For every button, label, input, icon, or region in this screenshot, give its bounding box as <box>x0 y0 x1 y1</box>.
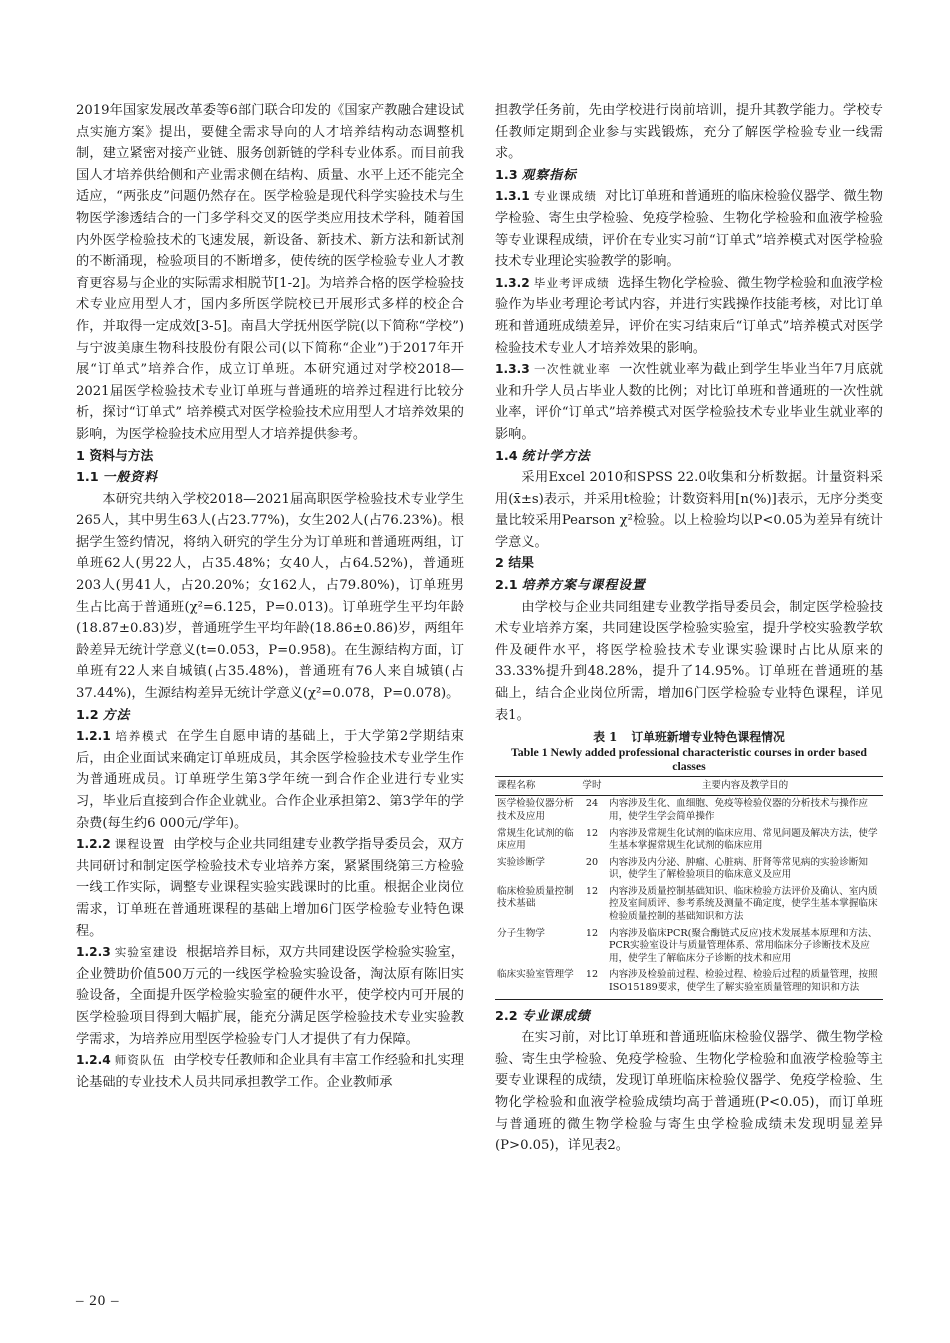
section-1-1-paragraph: 本研究共纳入学校2018—2021届高职医学检验技术专业学生265人，其中男生63人(占23.77%)，女生202人(占76.23%)。根据学生签约情况，将纳入研究的学生分为订单班和普通班两组，订单班62人(男22人，占35.48%；女40人，占64.52%)，普通班203人(男41人，占20.20%；女162人，占79.80%)，订单班男生占比高于普通班(χ²=6.125，P=0.013)。订单班学生平均年龄(18.87±0.83)岁，普通班学生平均年龄(18.86±0.86)岁，两组年龄差异无统计学意义(t=0.053，P=0.958)。在生源结构方面，订单班有22人来自城镇(占35.48%)，普通班有76人来自城镇(占37.44%)，生源结构差异无统计学意义(χ²=0.078，P=0.078)。 <box>76 491 464 702</box>
cell-content: 内容涉及生化、血细胞、免疫等检验仪器的分析技术与操作应用，使学生学会简单操作 <box>609 798 869 822</box>
cell-hours: 12 <box>585 927 599 939</box>
subsection-number: 1.2.2 <box>76 837 111 852</box>
section-number: 2.1 <box>495 578 518 594</box>
table-row <box>495 967 883 999</box>
subsection-number: 1.3.1 <box>495 189 530 204</box>
subsection-text: 对比订单班和普通班的临床检验仪器学、微生物学检验、寄生虫学检验、免疫学检验、生物化学检验和血液学检验等专业课程成绩，评价在专业实习前“订单式”培养模式对医学检验技术专业理论实验教学的影响。 <box>495 189 883 270</box>
subsection-text: 选择生物化学检验、微生物学检验和血液学检验作为毕业考理论考试内容，并进行实践操作技能考核，对比订单班和普通班成绩差异，评价在实习结束后“订单式”培养模式对医学检验技术专业人才培养效果的影响。 <box>495 275 883 356</box>
section-number: 1.4 <box>495 448 518 464</box>
subsection-text: 一次性就业率为截止到学生毕业当年7月底就业和升学人员占毕业人数的比例；对比订单班和普通班的一次性就业率，评价“订单式”培养模式对医学检验技术专业毕业生就业率的影响。 <box>495 362 883 442</box>
section-1-2-4-paragraph <box>76 1050 464 1093</box>
column-header-content: 主要内容及教学目的 <box>607 776 883 796</box>
section-number: 1.3 <box>495 167 518 183</box>
subsection-number: 1.2.1 <box>76 729 111 744</box>
section-2-1-heading <box>495 575 883 597</box>
section-number: 1.2 <box>76 707 99 723</box>
cell-course: 分子生物学 <box>497 927 545 939</box>
section-2-2-paragraph: 在实习前，对比订单班和普通班临床检验仪器学、微生物学检验、寄生虫学检验、免疫学检验、生物化学检验和血液学检验等主要专业课程的成绩，发现订单班临床检验仪器学、免疫学检验、生物化学检验和血液学检验成绩均高于普通班(P<0.05)，而订单班与普通班的微生物学检验与寄生虫学检验成绩未发现明显差异(P>0.05)，详见表2。 <box>495 1030 883 1154</box>
section-1-4-paragraph: 采用Excel 2010和SPSS 22.0收集和分析数据。计量资料采用(x̄±s)表示，并采用t检验；计数资料用[n(%)]表示，无序分类变量比较采用Pearson χ²检验。以上检验均以P<0.05为差异有统计学意义。 <box>495 470 883 550</box>
continued-paragraph: 担教学任务前，先由学校进行岗前培训，提升其教学能力。学校专任教师定期到企业参与实践锻炼，充分了解医学检验专业一线需求。 <box>495 103 883 162</box>
subsection-number: 1.3.2 <box>495 275 530 290</box>
section-1-3-heading <box>495 165 883 187</box>
table-row <box>495 796 883 826</box>
cell-course: 实验诊断学 <box>497 856 545 868</box>
cell-course: 临床实验室管理学 <box>495 967 577 999</box>
subsection-title: 一次性就业率 <box>533 362 612 377</box>
subsection-text: 由学校与企业共同组建专业教学指导委员会，双方共同研讨和制定医学检验技术专业培养方案，紧紧围绕第三方检验一线工作实际，调整专业课程实验实践课时的比重。根据企业岗位需求，订单班在普通班课程的基础上增加6门医学检验专业特色课程。 <box>76 837 464 939</box>
section-number: 2.2 <box>495 1008 518 1024</box>
section-1-3-3-paragraph <box>495 359 883 445</box>
table-row <box>495 855 883 884</box>
section-2-heading: 2 结果 <box>495 556 534 572</box>
table-title-en: Table 1 Newly added professional characteristic courses in order based classes <box>511 744 867 774</box>
section-title: 方法 <box>102 707 131 723</box>
subsection-number: 1.2.4 <box>76 1053 111 1068</box>
subsection-number: 1.3.3 <box>495 362 530 377</box>
subsection-title: 师资队伍 <box>114 1053 166 1068</box>
table-row <box>495 926 883 968</box>
section-1-4-heading <box>495 446 883 468</box>
cell-course: 临床检验质量控制技术基础 <box>497 885 574 910</box>
section-1-2-1-paragraph <box>76 726 464 834</box>
cell-content: 内容涉及常规生化试剂的临床应用、常见问题及解决方法，使学生基本掌握常规生化试剂的临床应用 <box>609 827 878 852</box>
section-title: 统计学方法 <box>521 448 591 464</box>
subsection-title: 实验室建设 <box>114 945 178 960</box>
table-label: 表 1 <box>593 730 618 745</box>
cell-hours: 12 <box>585 827 599 839</box>
table-title-cn: 订单班新增专业特色课程情况 <box>631 730 785 745</box>
subsection-text: 由学校专任教师和企业具有丰富工作经验和扎实理论基础的专业技术人员共同承担教学工作。企业教师承 <box>76 1053 464 1090</box>
section-number: 1.1 <box>76 470 99 486</box>
section-title: 一般资料 <box>102 470 158 486</box>
section-title: 专业课成绩 <box>521 1008 591 1024</box>
subsection-text: 在学生自愿申请的基础上，于大学第2学期结束后，由企业面试来确定订单班成员，其余医学检验技术专业学生作为普通班成员。订单班学生第3学年统一到合作企业进行专业实习，毕业后直接到合作企业就业。合作企业承担第2、第3学年的学杂费(每生约6 000元/学年)。 <box>76 729 464 831</box>
subsection-title: 专业课成绩 <box>533 189 597 204</box>
column-header-hours: 学时 <box>577 776 607 796</box>
section-1-heading: 1 资料与方法 <box>76 448 154 464</box>
section-2-1-paragraph: 由学校与企业共同组建专业教学指导委员会，制定医学检验技术专业培养方案，共同建设医学检验实验室，提升学校实验教学软件及硬件水平，将医学检验技术专业课实验课时占比从原来的33.33%提升到48.28%，提升了14.95%。订单班在普通班的基础上，结合企业岗位所需，增加6门医学检验专业特色课程，详见表1。 <box>495 599 883 723</box>
section-title: 观察指标 <box>521 167 577 183</box>
section-2-2-heading <box>495 1006 883 1028</box>
section-1-1-heading <box>76 467 464 489</box>
cell-hours: 20 <box>585 856 599 868</box>
page-number: – 20 – <box>76 1293 120 1309</box>
subsection-title: 课程设置 <box>114 837 166 852</box>
cell-content: 内容涉及内分泌、肿瘤、心脏病、肝肾等常见病的实验诊断知识，使学生了解检验项目的临床意义及应用 <box>609 856 869 881</box>
subsection-number: 1.2.3 <box>76 945 111 960</box>
section-title: 培养方案与课程设置 <box>521 578 646 594</box>
section-1-2-2-paragraph <box>76 834 464 942</box>
section-1-2-heading <box>76 705 464 727</box>
cell-hours: 24 <box>585 798 599 810</box>
right-column <box>495 100 883 1157</box>
subsection-text: 根据培养目标，双方共同建设医学检验实验室，企业赞助价值500万元的一线医学检验实验设备，淘汰原有陈旧实验设备，全面提升医学检验实验室的硬件水平，使学校内可开展的医学检验项目得到大幅扩展，能充分满足医学检验技术专业实验教学需求，为培养应用型医学检验专门人才提供了有力保障。 <box>76 945 464 1047</box>
cell-hours: 12 <box>585 885 599 897</box>
table-1-caption <box>495 730 883 774</box>
cell-content: 内容涉及质量控制基础知识、临床检验方法评价及确认、室内质控及室间质评、参考系统及测量不确定度，使学生基本掌握临床检验质量控制的基础知识和方法 <box>609 885 878 923</box>
cell-course: 常规生化试剂的临床应用 <box>497 827 574 852</box>
cell-hours: 12 <box>577 967 607 999</box>
column-header-course: 课程名称 <box>495 776 577 796</box>
table-1 <box>495 776 883 1000</box>
subsection-title: 培养模式 <box>114 729 169 744</box>
cell-content: 内容涉及临床PCR(聚合酶链式反应)技术发展基本原理和方法、PCR实验室设计与质量管理体系、常用临床分子诊断技术及应用，使学生了解临床分子诊断的技术和应用 <box>609 927 878 964</box>
table-row <box>495 826 883 855</box>
section-1-3-1-paragraph <box>495 186 883 272</box>
table-header-row <box>495 776 883 796</box>
intro-paragraph: 2019年国家发展改革委等6部门联合印发的《国家产教融合建设试点实施方案》提出，要健全需求导向的人才培养结构动态调整机制，建立紧密对接产业链、服务创新链的学科专业体系。而目前我国人才培养供给侧和产业需求侧在结构、质量、水平上还不能完全适应，“两张皮”问题仍然存在。医学检验是现代科学实验技术与生物医学渗透结合的一门多学科交叉的医学类应用技术学科，随着国内外医学检验技术的飞速发展，新设备、新技术、新方法和新试剂的不断涌现，检验项目的不断增多，使传统的医学检验专业人才教育更容易与企业的实际需求相脱节[1-2]。为培养合格的医学检验技术专业应用型人才，国内多所医学院校已开展形式多样的校企合作，并取得一定成效[3-5]。南昌大学抚州医学院(以下简称“学校”)与宁波美康生物科技股份有限公司(以下简称“企业”)于2017年开展“订单式”培养合作，成立订单班。本研究通过对学校2018—2021届医学检验技术专业订单班与普通班的培养过程进行比较分析，探讨“订单式” 培养模式对医学检验技术应用型人才培养效果的影响，为医学检验技术应用型人才培养提供参考。 <box>76 103 464 442</box>
cell-course: 医学检验仪器分析技术及应用 <box>497 798 574 822</box>
section-1-3-2-paragraph <box>495 273 883 359</box>
subsection-title: 毕业考评成绩 <box>533 275 610 290</box>
table-row <box>495 884 883 926</box>
left-column <box>76 100 464 1093</box>
section-1-2-3-paragraph <box>76 942 464 1050</box>
cell-content: 内容涉及检验前过程、检验过程、检验后过程的质量管理，按照ISO15189要求，使学生了解实验室质量管理的知识和方法 <box>607 967 883 999</box>
